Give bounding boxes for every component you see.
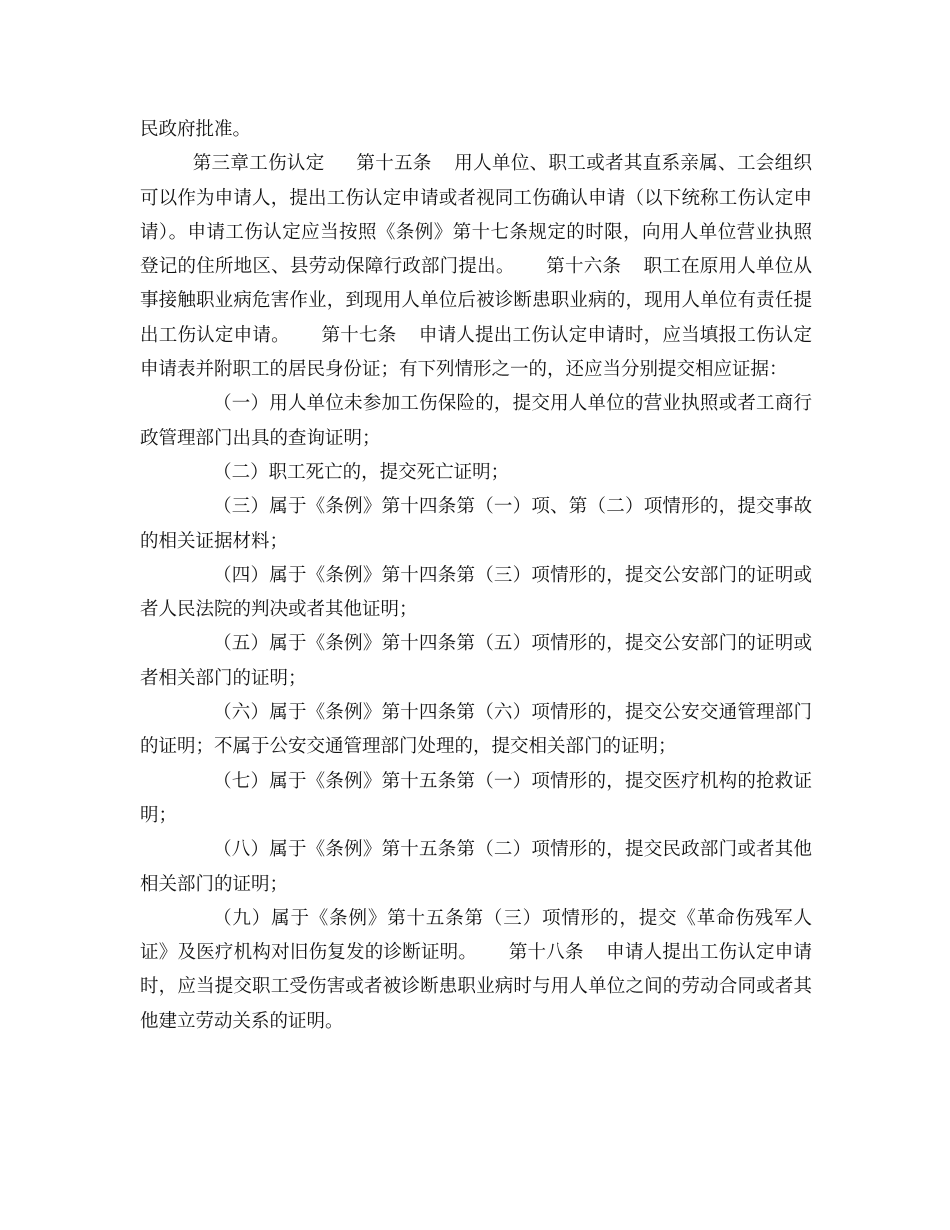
list-item: （五）属于《条例》第十四条第（五）项情形的，提交公安部门的证明或者相关部门的证明；	[140, 633, 812, 689]
document-body	[140, 113, 812, 1039]
list-item-9: （九）属于《条例》第十五条第（三）项情形的，提交《革命伤残军人证》及医疗机构对旧伤复发的诊断证明。	[140, 907, 812, 964]
article-18-label: 第十八条	[508, 942, 584, 964]
list-item: （四）属于《条例》第十四条第（三）项情形的，提交公安部门的证明或者人民法院的判决或者其他证明；	[140, 564, 812, 621]
opening-line-text: 民政府批准。	[140, 119, 252, 140]
list-item: （三）属于《条例》第十四条第（一）项、第（二）项情形的，提交事故的相关证据材料；	[140, 496, 812, 552]
chapter-paragraph	[140, 147, 812, 387]
list-item: （七）属于《条例》第十五条第（一）项情形的，提交医疗机构的抢救证明；	[140, 770, 812, 826]
article-18-text: 申请人提出工伤认定申请时，应当提交职工受伤害或者被诊断患职业病时与用人单位之间的劳动合同或者其他建立劳动关系的证明。	[140, 942, 812, 1032]
list-item: （二）职工死亡的，提交死亡证明；	[213, 461, 510, 483]
list-item: （八）属于《条例》第十五条第（二）项情形的，提交民政部门或者其他相关部门的证明；	[140, 839, 812, 895]
article-17-text: 申请人提出工伤认定申请时，应当填报工伤认定申请表并附职工的居民身份证；有下列情形之一的，还应当分别提交相应证据：	[140, 324, 812, 381]
list-item: （六）属于《条例》第十四条第（六）项情形的，提交公安交通管理部门的证明；不属于公安交通管理部门处理的，提交相关部门的证明；	[140, 702, 812, 758]
article-17-label: 第十七条	[321, 324, 397, 346]
opening-line	[140, 113, 812, 147]
chapter-title: 第三章工伤认定	[192, 153, 325, 175]
article-16-label: 第十六条	[546, 256, 622, 278]
article-15-label: 第十五条	[356, 153, 432, 175]
list-item: （一）用人单位未参加工伤保险的，提交用人单位的营业执照或者工商行政管理部门出具的查询证明；	[140, 393, 812, 449]
article-16-text: 职工在原用人单位从事接触职业病危害作业，到现用人单位后被诊断患职业病的，现用人单位有责任提出工伤认定申请。	[140, 256, 812, 346]
article-15-text: 用人单位、职工或者其直系亲属、工会组织可以作为申请人，提出工伤认定申请或者视同工伤确认申请（以下统称工伤认定申请）。申请工伤认定应当按照《条例》第十七条规定的时限，向用人单位营业执照登记的住所地区、县劳动保障行政部门提出。	[140, 153, 812, 278]
item-9-paragraph	[140, 902, 812, 1039]
